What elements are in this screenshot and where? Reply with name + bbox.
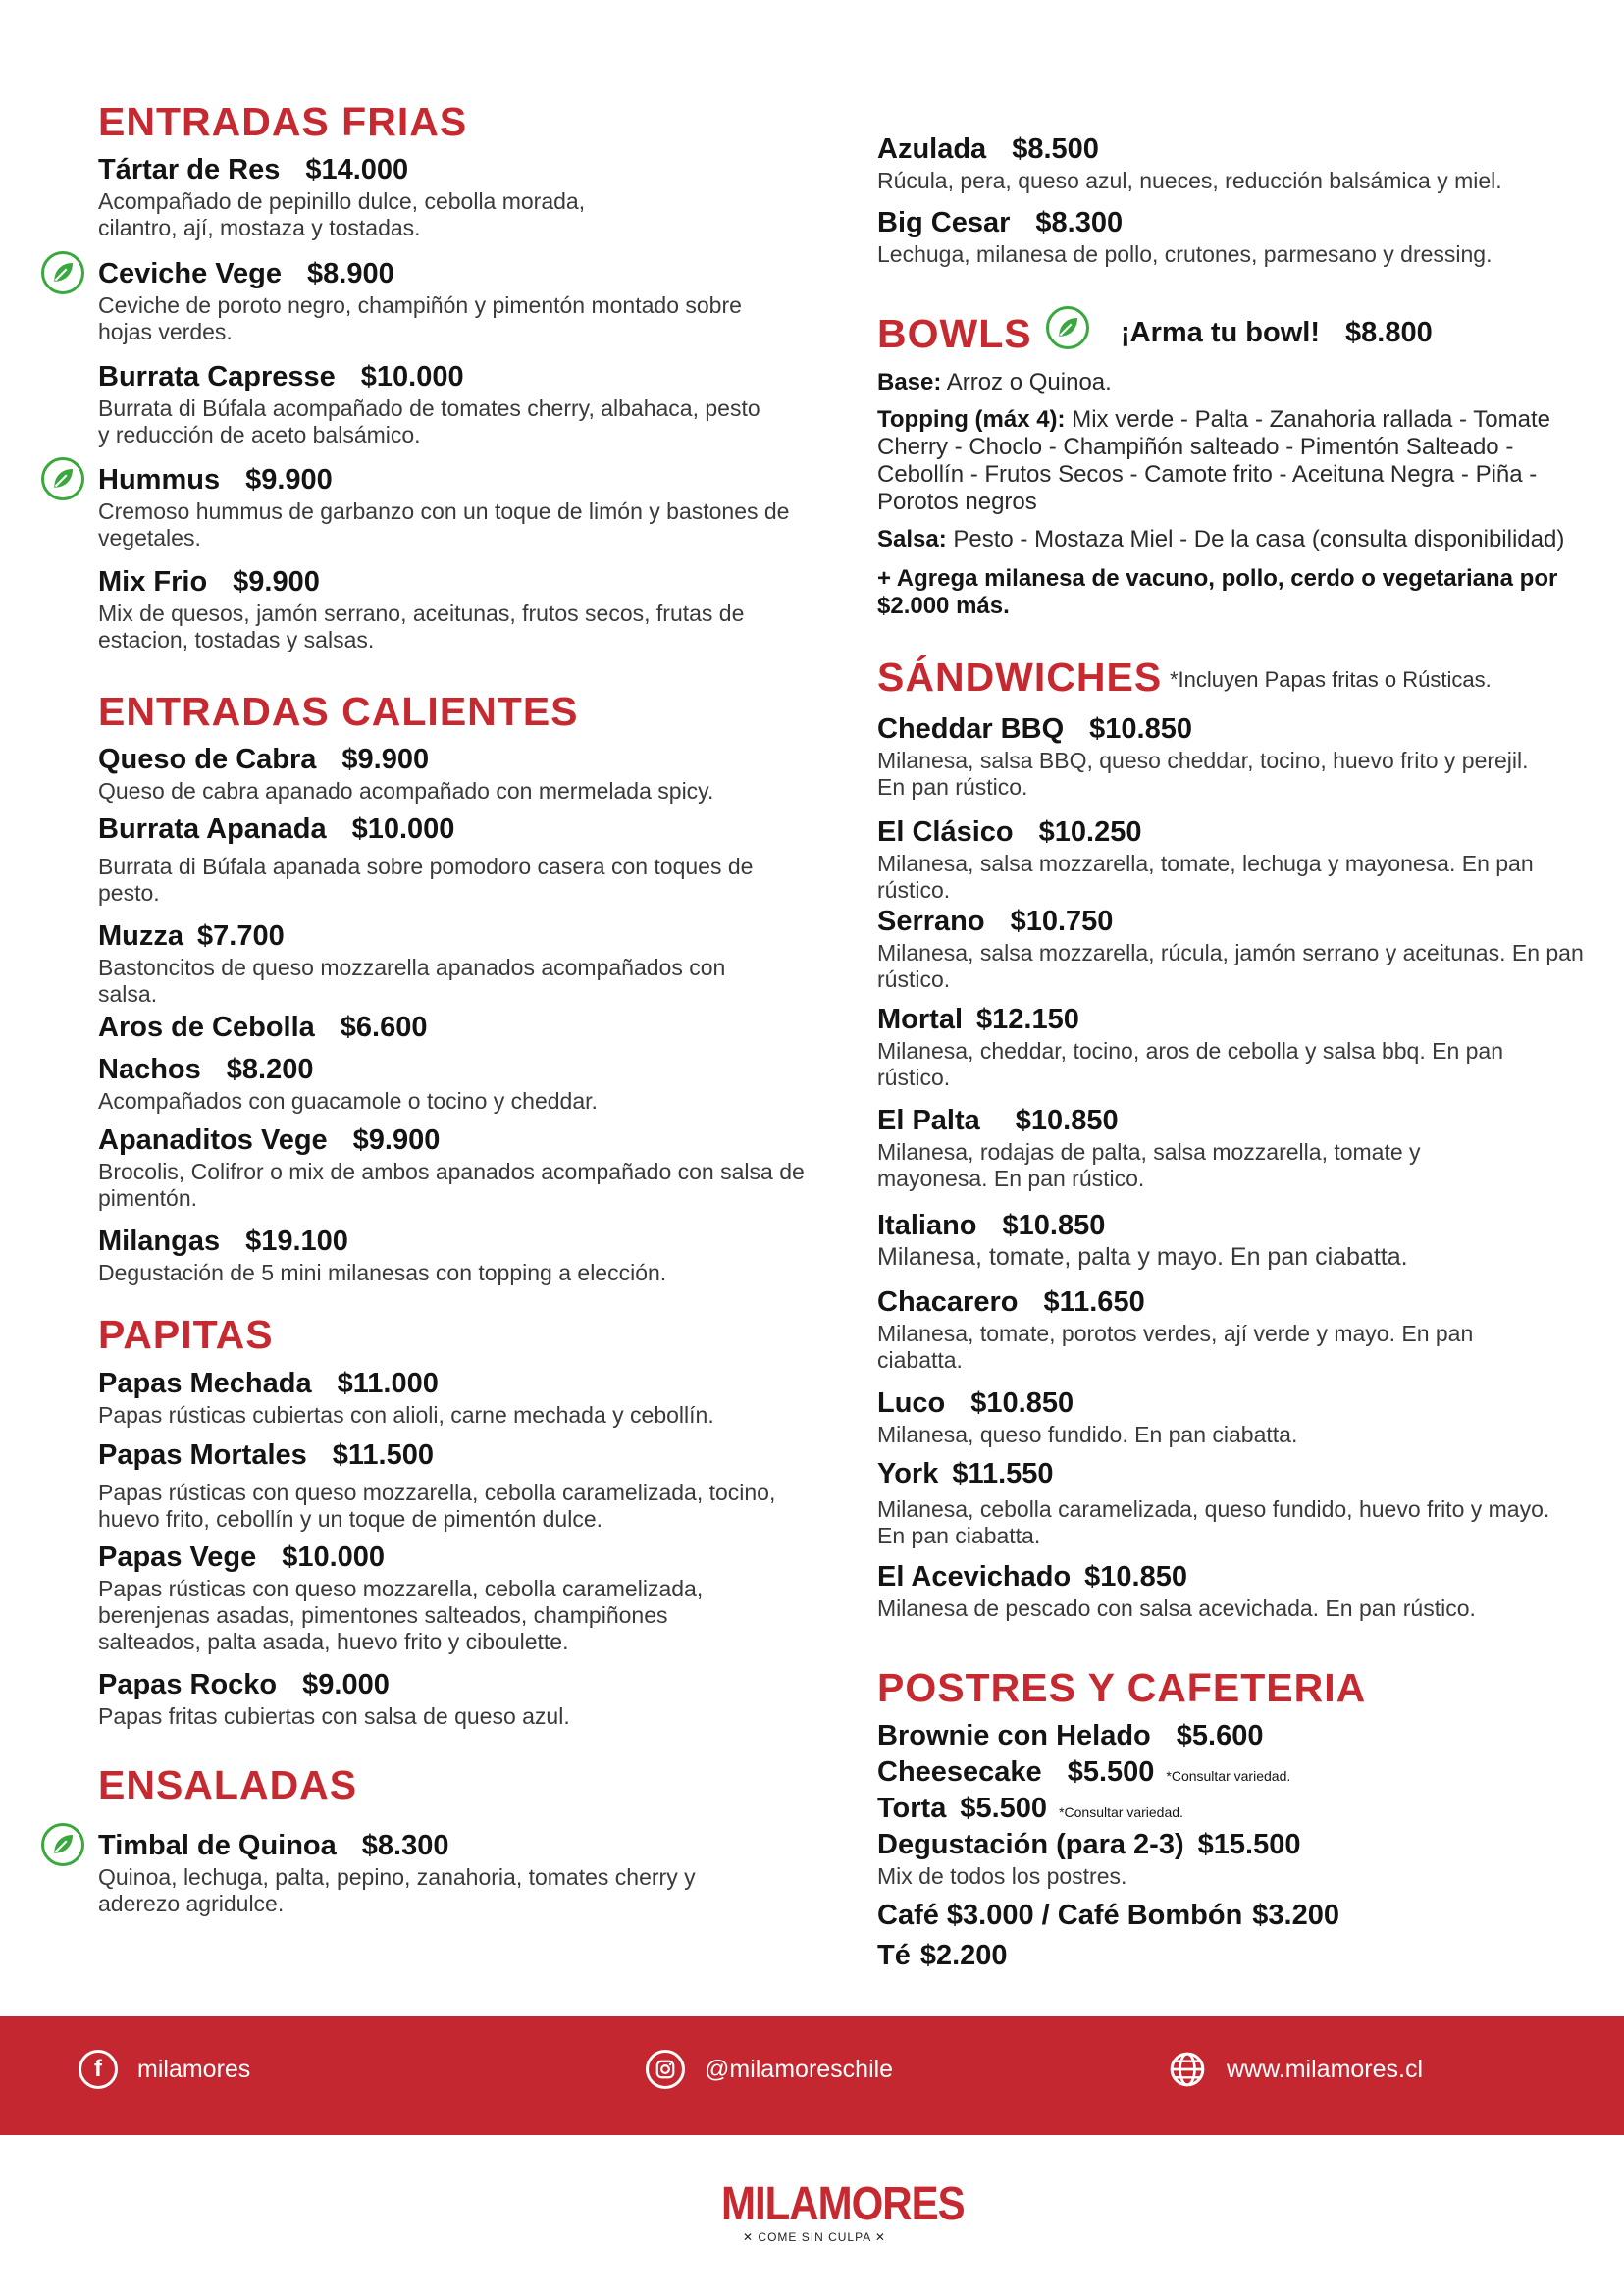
item-name: Papas Rocko bbox=[98, 1669, 278, 1700]
item-description: Papas fritas cubiertas con salsa de queso azul. bbox=[98, 1703, 570, 1729]
item-price: $9.000 bbox=[302, 1669, 390, 1700]
menu-item bbox=[98, 257, 805, 345]
item-price: $8.900 bbox=[307, 258, 394, 289]
bowls-topping-value: Mix verde - Palta - Zanahoria rallada - Tomate Cherry - Choclo - Champiñón salteado - Pimentón Salteado - Cebollín - Frutos Secos - Camote frito - Aceituna Negra - Piña - Porotos negros bbox=[877, 406, 1550, 515]
item-price: $6.600 bbox=[340, 1012, 428, 1043]
item-description: Bastoncitos de queso mozzarella apanados acompañados con salsa. bbox=[98, 955, 726, 1007]
bowls-tagline: ¡Arma tu bowl! bbox=[1121, 317, 1320, 348]
item-price: $9.900 bbox=[341, 744, 430, 775]
item-note: *Consultar variedad. bbox=[1166, 1768, 1291, 1784]
menu-item bbox=[877, 1104, 1594, 1192]
menu-item bbox=[877, 1285, 1594, 1374]
bowls-price: $8.800 bbox=[1345, 317, 1433, 348]
item-description: Mix de todos los postres. bbox=[877, 1863, 1127, 1889]
menu-item bbox=[877, 1755, 1594, 1793]
menu-item bbox=[877, 1560, 1594, 1622]
menu-item bbox=[877, 1939, 1594, 1972]
item-name: Azulada bbox=[877, 133, 987, 165]
section-title-papitas: PAPITAS bbox=[98, 1312, 274, 1357]
item-price: $10.000 bbox=[351, 813, 455, 845]
menu-item bbox=[877, 1792, 1594, 1829]
section-title-ensaladas: ENSALADAS bbox=[98, 1762, 358, 1807]
instagram-icon bbox=[646, 2050, 685, 2089]
menu-item bbox=[98, 743, 805, 805]
item-price: $10.750 bbox=[1010, 906, 1114, 937]
bowls-topping-label: Topping (máx 4): bbox=[877, 406, 1066, 433]
item-price: $11.550 bbox=[952, 1458, 1054, 1489]
menu-item bbox=[877, 1899, 1594, 1932]
menu-item bbox=[877, 905, 1594, 993]
item-description: Lechuga, milanesa de pollo, crutones, parmesano y dressing. bbox=[877, 241, 1493, 267]
item-name: Milangas bbox=[98, 1226, 221, 1257]
item-price: $5.500 bbox=[960, 1793, 1048, 1824]
item-description: Cremoso hummus de garbanzo con un toque de limón y bastones de vegetales. bbox=[98, 498, 790, 550]
item-description: Milanesa, tomate, porotos verdes, ají verde y mayo. En pan ciabatta. bbox=[877, 1321, 1474, 1373]
item-price: $5.600 bbox=[1176, 1720, 1264, 1751]
item-description: Milanesa, cebolla caramelizada, queso fundido, huevo frito y mayo. En pan ciabatta. bbox=[877, 1496, 1550, 1548]
item-price: $19.100 bbox=[245, 1226, 348, 1257]
section-title-postres: POSTRES Y CAFETERIA bbox=[877, 1665, 1367, 1710]
item-description: Milanesa, salsa BBQ, queso cheddar, tocino, huevo frito y perejil. En pan rústico. bbox=[877, 748, 1529, 800]
item-name: Mix Frio bbox=[98, 566, 208, 598]
menu-item bbox=[877, 206, 1594, 268]
item-name: Tártar de Res bbox=[98, 154, 281, 185]
menu-item bbox=[98, 1011, 805, 1044]
item-price: $11.650 bbox=[1043, 1286, 1145, 1318]
menu-item bbox=[877, 1719, 1594, 1752]
item-name: Big Cesar bbox=[877, 207, 1011, 238]
globe-icon bbox=[1168, 2050, 1207, 2089]
item-description: Milanesa, queso fundido. En pan ciabatta. bbox=[877, 1422, 1298, 1447]
item-name: El Palta bbox=[877, 1105, 980, 1136]
bowls-topping bbox=[877, 406, 1564, 516]
item-price: $8.300 bbox=[1035, 207, 1124, 238]
item-price: $9.900 bbox=[352, 1124, 441, 1156]
item-price: $10.000 bbox=[360, 361, 464, 392]
item-name: Serrano bbox=[877, 906, 985, 937]
item-description: Mix de quesos, jamón serrano, aceitunas, frutos secos, frutas de estacion, tostadas y salsas. bbox=[98, 600, 745, 652]
footer-instagram-link[interactable] bbox=[646, 2050, 893, 2089]
item-description: Papas rústicas con queso mozzarella, cebolla caramelizada, berenjenas asadas, pimentones salteados, champiñones salteados, palta asada, huevo frito y ciboulette. bbox=[98, 1576, 704, 1654]
item-price: $7.700 bbox=[197, 920, 285, 952]
item-name: York bbox=[877, 1458, 939, 1489]
item-price: $9.900 bbox=[233, 566, 320, 598]
item-description: Burrata di Búfala apanada sobre pomodoro casera con toques de pesto. bbox=[98, 854, 754, 906]
footer-website-link[interactable] bbox=[1168, 2050, 1423, 2089]
item-price: $9.900 bbox=[245, 464, 333, 496]
item-description: Acompañados con guacamole o tocino y cheddar. bbox=[98, 1088, 598, 1114]
item-name: Ceviche Vege bbox=[98, 258, 282, 289]
section-title-entradas-calientes: ENTRADAS CALIENTES bbox=[98, 689, 579, 734]
item-name: Luco bbox=[877, 1387, 946, 1419]
item-name: Chacarero bbox=[877, 1286, 1019, 1318]
item-name: Queso de Cabra bbox=[98, 744, 317, 775]
item-description: Milanesa, cheddar, tocino, aros de cebolla y salsa bbq. En pan rústico. bbox=[877, 1038, 1504, 1090]
item-price: $10.850 bbox=[1089, 713, 1192, 745]
item-description: Milanesa, rodajas de palta, salsa mozzarella, tomate y mayonesa. En pan rústico. bbox=[877, 1139, 1421, 1191]
item-name: Papas Mortales bbox=[98, 1439, 307, 1471]
vegan-leaf-icon bbox=[41, 251, 84, 294]
bowls-salsa bbox=[877, 526, 1594, 553]
item-note: *Consultar variedad. bbox=[1059, 1804, 1183, 1820]
item-description: Milanesa, salsa mozzarella, tomate, lechuga y mayonesa. En pan rústico. bbox=[877, 851, 1534, 903]
menu-item bbox=[877, 1828, 1594, 1890]
milamores-logo bbox=[721, 2176, 965, 2244]
bowls-salsa-label: Salsa: bbox=[877, 526, 947, 552]
item-price: $5.500 bbox=[1067, 1756, 1155, 1788]
item-description: Rúcula, pera, queso azul, nueces, reducción balsámica y miel. bbox=[877, 168, 1502, 193]
bowls-salsa-value: Pesto - Mostaza Miel - De la casa (consulta disponibilidad) bbox=[953, 526, 1565, 552]
menu-item bbox=[877, 712, 1594, 801]
menu-item bbox=[98, 1053, 805, 1115]
logo-wordmark: MILAMORES bbox=[721, 2176, 965, 2230]
item-name: El Clásico bbox=[877, 816, 1014, 848]
item-description: Milanesa de pescado con salsa acevichada. En pan rústico. bbox=[877, 1595, 1476, 1621]
item-name: Papas Vege bbox=[98, 1541, 257, 1573]
item-price: $12.150 bbox=[976, 1004, 1079, 1035]
item-price: $11.500 bbox=[332, 1439, 434, 1471]
menu-item bbox=[98, 153, 805, 241]
item-description: Burrata di Búfala acompañado de tomates cherry, albahaca, pesto y reducción de aceto balsámico. bbox=[98, 395, 760, 447]
item-price: $10.850 bbox=[970, 1387, 1074, 1419]
menu-item bbox=[98, 1123, 805, 1212]
facebook-icon: f bbox=[79, 2050, 118, 2089]
bowls-base bbox=[877, 369, 1594, 396]
vegan-leaf-icon bbox=[41, 457, 84, 500]
logo-tagline-text: COME SIN CULPA bbox=[758, 2230, 871, 2244]
menu-item bbox=[98, 1438, 805, 1533]
menu-item bbox=[98, 1540, 805, 1655]
item-name: Hummus bbox=[98, 464, 221, 496]
item-name: Degustación (para 2-3) bbox=[877, 1829, 1184, 1860]
item-price: $8.500 bbox=[1012, 133, 1099, 165]
item-price: $10.000 bbox=[282, 1541, 386, 1573]
section-title-bowls: BOWLS bbox=[877, 311, 1032, 356]
menu-item bbox=[98, 565, 805, 653]
menu-item bbox=[98, 463, 805, 551]
menu-item bbox=[98, 360, 805, 448]
item-description: Papas rústicas con queso mozzarella, cebolla caramelizada, tocino, huevo frito, cebollín y un toque de pimentón dulce. bbox=[98, 1480, 776, 1532]
item-name: Aros de Cebolla bbox=[98, 1012, 315, 1043]
item-name: Papas Mechada bbox=[98, 1368, 312, 1399]
menu-item bbox=[877, 1386, 1594, 1448]
item-name: Apanaditos Vege bbox=[98, 1124, 328, 1156]
menu-item bbox=[877, 1003, 1594, 1091]
item-name: Brownie con Helado bbox=[877, 1720, 1151, 1751]
item-name: Italiano bbox=[877, 1210, 977, 1241]
item-name: Mortal bbox=[877, 1004, 963, 1035]
sandwiches-note: *Incluyen Papas fritas o Rústicas. bbox=[1170, 667, 1492, 692]
menu-item bbox=[98, 1225, 805, 1286]
vegan-leaf-icon bbox=[1046, 306, 1089, 349]
footer-bar bbox=[0, 2016, 1624, 2135]
item-description: Milanesa, salsa mozzarella, rúcula, jamón serrano y aceitunas. En pan rústico. bbox=[877, 940, 1584, 992]
menu-item bbox=[877, 1457, 1594, 1549]
section-title-entradas-frias: ENTRADAS FRIAS bbox=[98, 99, 468, 144]
item-name: Torta bbox=[877, 1793, 947, 1824]
item-name: Burrata Capresse bbox=[98, 361, 336, 392]
menu-item bbox=[98, 1367, 805, 1429]
menu-item bbox=[98, 1829, 805, 1917]
item-description: Quinoa, lechuga, palta, pepino, zanahoria, tomates cherry y aderezo agridulce. bbox=[98, 1864, 696, 1916]
item-price: $8.200 bbox=[226, 1054, 314, 1085]
item-name: Cheesecake bbox=[877, 1756, 1042, 1788]
item-name: Té bbox=[877, 1940, 911, 1971]
item-description: Degustación de 5 mini milanesas con topping a elección. bbox=[98, 1260, 667, 1285]
item-price: $10.850 bbox=[1084, 1561, 1187, 1592]
item-description: Milanesa, tomate, palta y mayo. En pan ciabatta. bbox=[877, 1243, 1408, 1271]
instagram-label: @milamoreschile bbox=[705, 2055, 894, 2083]
footer-facebook-link[interactable] bbox=[79, 2050, 250, 2089]
facebook-label: milamores bbox=[137, 2055, 251, 2083]
bowls-addon: + Agrega milanesa de vacuno, pollo, cerdo o vegetariana por $2.000 más. bbox=[877, 565, 1558, 619]
item-price: $11.000 bbox=[337, 1368, 439, 1399]
item-price: $10.250 bbox=[1038, 816, 1142, 848]
bowls-header bbox=[1121, 316, 1433, 349]
menu-item bbox=[98, 919, 805, 1008]
item-name: Timbal de Quinoa bbox=[98, 1830, 337, 1861]
item-name: Muzza bbox=[98, 920, 183, 952]
item-name: El Acevichado bbox=[877, 1561, 1072, 1592]
item-price: $10.850 bbox=[1015, 1105, 1119, 1136]
logo-tagline: ✕ COME SIN CULPA ✕ bbox=[743, 2230, 886, 2244]
item-price: $3.200 bbox=[1252, 1900, 1339, 1931]
item-description: Brocolis, Colifror o mix de ambos apanados acompañado con salsa de pimentón. bbox=[98, 1159, 805, 1211]
website-label: www.milamores.cl bbox=[1227, 2055, 1424, 2083]
item-description: Queso de cabra apanado acompañado con mermelada spicy. bbox=[98, 778, 714, 804]
item-price: $8.300 bbox=[361, 1830, 449, 1861]
item-name: Nachos bbox=[98, 1054, 201, 1085]
menu-item bbox=[98, 1668, 805, 1730]
menu-item bbox=[877, 132, 1594, 194]
menu-item bbox=[877, 815, 1594, 904]
section-title-sandwiches: SÁNDWICHES bbox=[877, 654, 1163, 700]
item-name: Cheddar BBQ bbox=[877, 713, 1065, 745]
menu-item bbox=[877, 1209, 1594, 1271]
vegan-leaf-icon bbox=[41, 1823, 84, 1866]
menu-item bbox=[98, 812, 805, 907]
item-description: Papas rústicas cubiertas con alioli, carne mechada y cebollín. bbox=[98, 1402, 714, 1428]
item-description: Acompañado de pepinillo dulce, cebolla morada, cilantro, ají, mostaza y tostadas. bbox=[98, 188, 586, 240]
item-price: $15.500 bbox=[1197, 1829, 1301, 1860]
item-price: $10.850 bbox=[1002, 1210, 1106, 1241]
item-name: Burrata Apanada bbox=[98, 813, 327, 845]
item-price: $2.200 bbox=[919, 1940, 1008, 1971]
item-price: $14.000 bbox=[305, 154, 409, 185]
item-name: Café $3.000 / Café Bombón bbox=[877, 1900, 1243, 1931]
bowls-base-value: Arroz o Quinoa. bbox=[946, 369, 1112, 395]
item-description: Ceviche de poroto negro, champiñón y pimentón montado sobre hojas verdes. bbox=[98, 292, 742, 344]
bowls-base-label: Base: bbox=[877, 369, 942, 395]
